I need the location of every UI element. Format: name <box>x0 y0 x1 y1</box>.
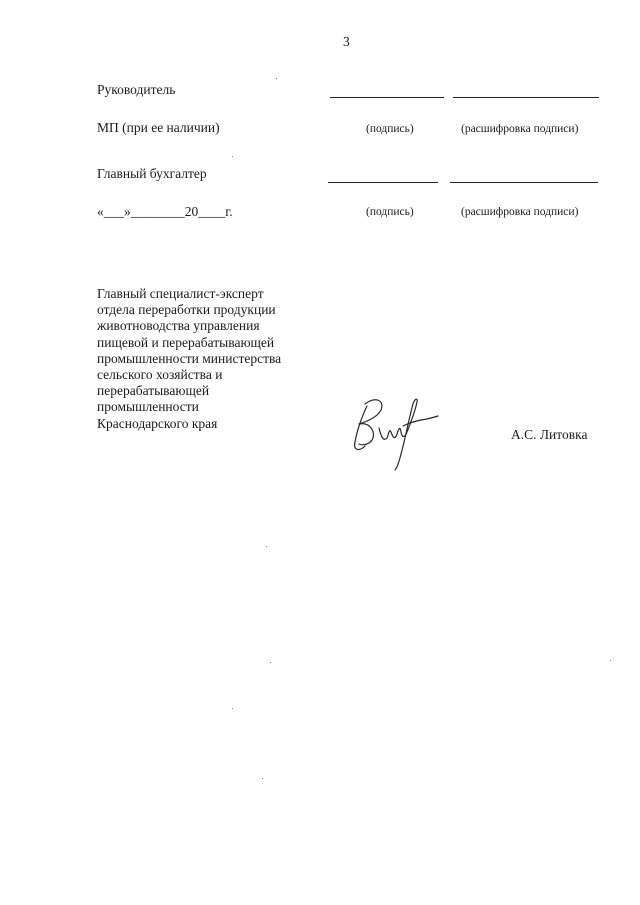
signatory-name: А.С. Литовка <box>511 427 588 442</box>
scan-speck <box>262 778 263 779</box>
position-line: животноводства управления <box>97 318 260 334</box>
position-line: промышленности министерства <box>97 350 282 366</box>
position-line: Краснодарского края <box>97 415 218 431</box>
position-line: сельского хозяйства и <box>97 367 223 383</box>
stamp-label: МП (при ее наличии) <box>97 120 220 135</box>
head-signature-line <box>330 97 444 98</box>
accountant-signature-caption: (подпись) <box>366 206 414 218</box>
head-label: Руководитель <box>97 82 176 97</box>
accountant-decode-line <box>450 182 598 183</box>
scan-speck <box>232 156 233 157</box>
position-line: промышленности <box>97 399 199 415</box>
page-number: 3 <box>343 34 350 49</box>
date-label: «___»________20____г. <box>97 204 233 219</box>
accountant-decode-caption: (расшифровка подписи) <box>461 206 579 218</box>
position-line: отдела переработки продукции <box>97 302 276 318</box>
accountant-signature-line <box>328 182 438 183</box>
head-decode-caption: (расшифровка подписи) <box>461 123 579 135</box>
scan-speck <box>610 660 611 661</box>
accountant-label: Главный бухгалтер <box>97 166 207 181</box>
position-line: Главный специалист-эксперт <box>97 286 264 301</box>
scan-speck <box>266 546 267 547</box>
scan-speck <box>232 708 233 709</box>
position-line: пищевой и перерабатывающей <box>97 334 275 350</box>
position-line: перерабатывающей <box>97 383 210 399</box>
scan-speck <box>270 662 271 663</box>
handwritten-signature <box>345 392 440 474</box>
head-signature-caption: (подпись) <box>366 123 414 135</box>
scan-speck <box>276 78 277 79</box>
head-decode-line <box>453 97 599 98</box>
signatory-position <box>97 286 317 432</box>
